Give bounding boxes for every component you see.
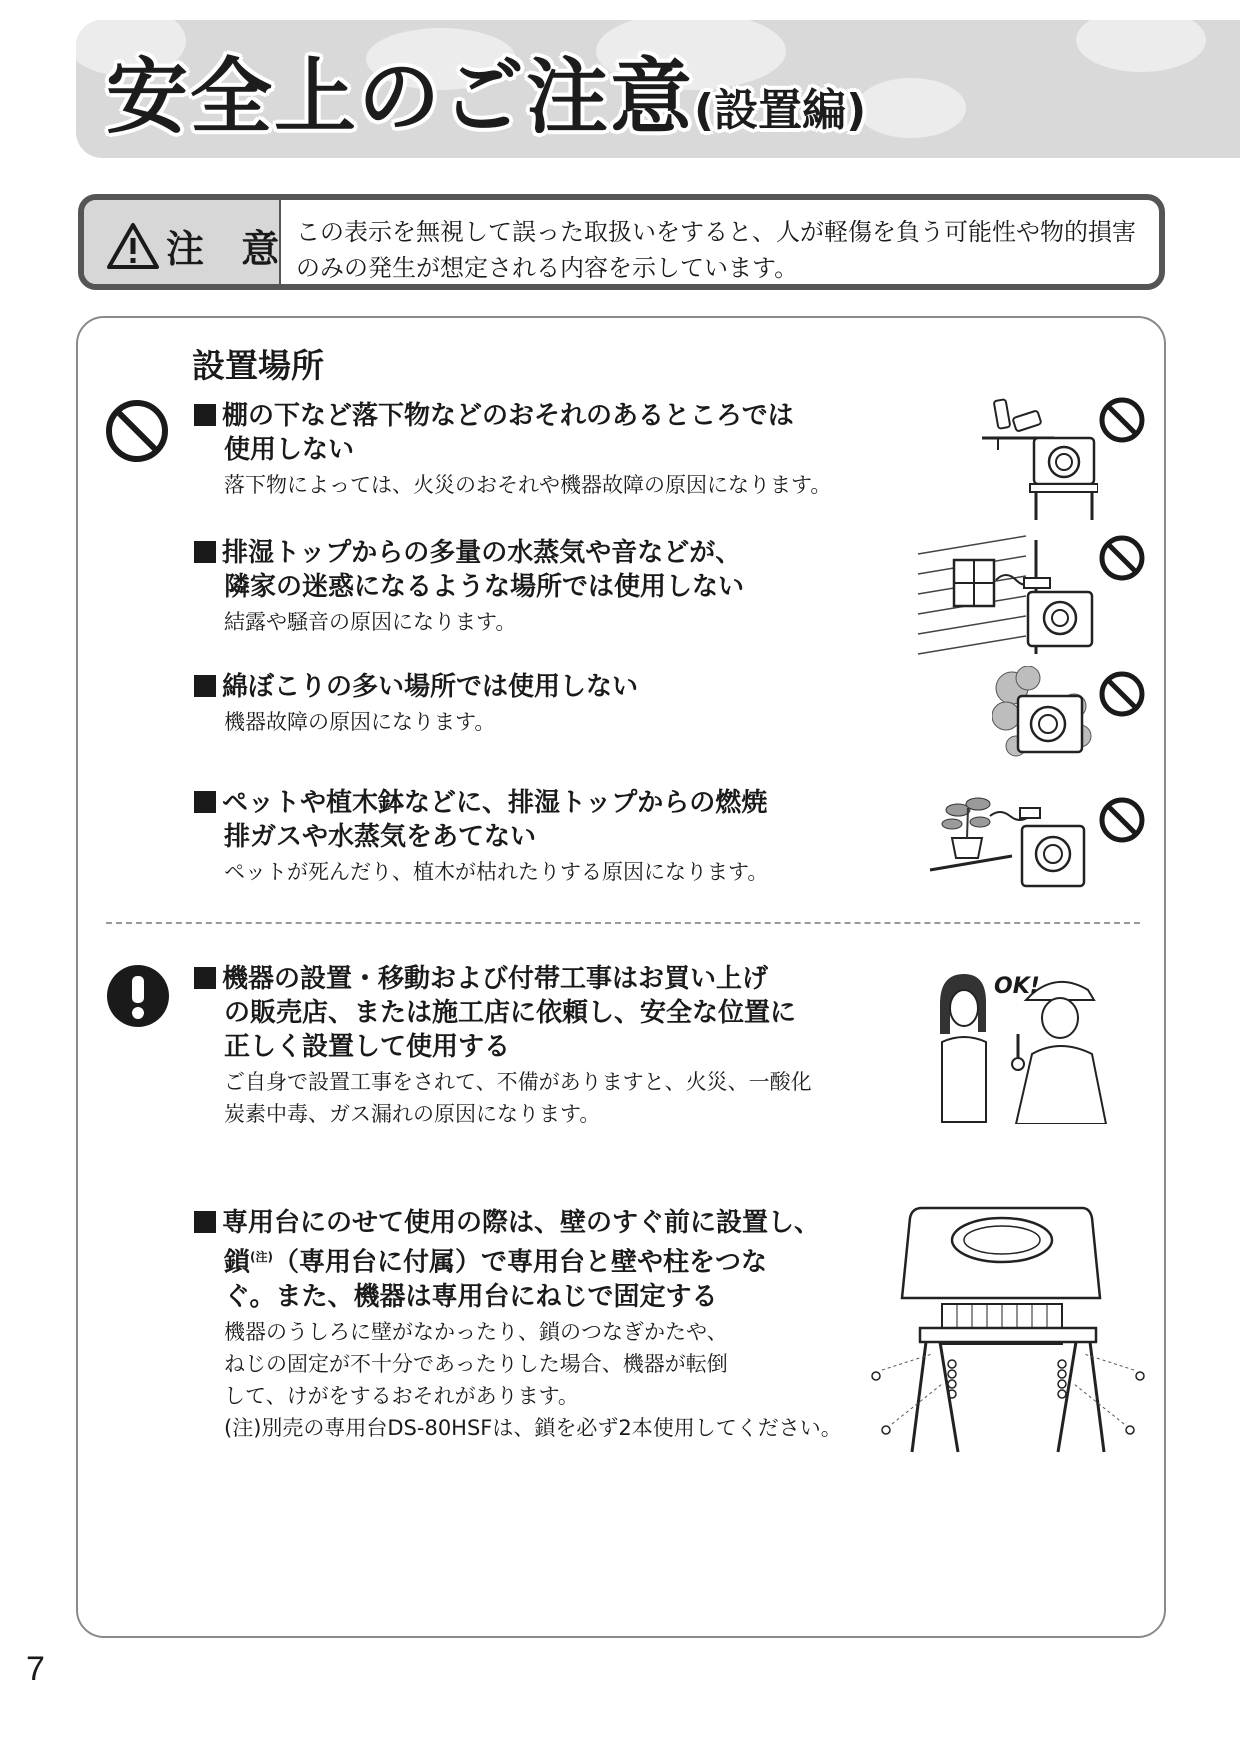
warning-item: [194, 536, 744, 638]
mandatory-exclamation-icon: [106, 964, 170, 1028]
warning-item: [194, 786, 768, 888]
warning-item: [194, 1206, 842, 1444]
item-title: 機器の設置・移動および付帯工事はお買い上げ: [194, 962, 812, 996]
item-body: ねじの固定が不十分であったりした場合、機器が転倒: [224, 1351, 728, 1376]
plant-exhaust-illustration: [928, 790, 1088, 894]
note-marker: (注): [250, 1250, 273, 1264]
neighbor-window-illustration: [916, 534, 1096, 664]
page-number: 7: [26, 1650, 45, 1688]
caution-label-cell: [84, 200, 292, 284]
item-title: ペットや植木鉢などに、排湿トップからの燃焼: [194, 786, 768, 820]
page-title: [106, 48, 866, 161]
caution-description: [296, 214, 1151, 286]
bullet-square-icon: [194, 675, 216, 697]
cloud-decoration: [856, 78, 966, 138]
item-title: 棚の下など落下物などのおそれのあるところでは: [194, 399, 831, 433]
item-body: して、けがをするおそれがあります。: [224, 1383, 579, 1408]
stand-mounting-illustration: [862, 1204, 1154, 1456]
item-body: ご自身で設置工事をされて、不備がありますと、火災、一酸化: [224, 1070, 812, 1094]
dusty-dryer-illustration: [992, 666, 1092, 764]
item-body: (注)別売の専用台DS-80HSFは、鎖を必ず2本使用してください。: [224, 1415, 842, 1440]
item-title: 隣家の迷惑になるような場所では使用しない: [224, 572, 745, 602]
item-title: の販売店、または施工店に依頼し、安全な位置に: [224, 998, 797, 1028]
item-title: 排ガスや水蒸気をあてない: [224, 822, 537, 852]
section-divider: [106, 922, 1140, 924]
item-title: 排湿トップからの多量の水蒸気や音などが、: [194, 536, 744, 570]
cloud-decoration: [1076, 20, 1206, 72]
ok-speech-text: OK!: [994, 974, 1040, 999]
section-title: 設置場所: [192, 346, 324, 385]
caution-description-line: のみの発生が想定される内容を示しています。: [296, 254, 799, 282]
item-title: 使用しない: [224, 435, 355, 465]
caution-description-line: この表示を無視して誤った取扱いをすると、人が軽傷を負う可能性や物的損害: [296, 218, 1136, 246]
caution-label: 注 意: [166, 227, 292, 271]
warning-item: [194, 962, 812, 1130]
page-subtitle: (設置編): [694, 85, 867, 136]
prohibition-icon: [1098, 670, 1146, 718]
prohibition-icon: [1098, 534, 1146, 582]
bullet-square-icon: [194, 791, 216, 813]
bullet-square-icon: [194, 541, 216, 563]
item-title: 鎖$^{(注)}$（専用台に付属）で専用台と壁や柱をつな: [224, 1247, 768, 1278]
item-title: 正しく設置して使用する: [224, 1032, 511, 1062]
shelf-falling-objects-illustration: [978, 392, 1098, 524]
installer-illustration: [926, 964, 1126, 1124]
bullet-square-icon: [194, 1211, 216, 1233]
item-body: 機器故障の原因になります。: [224, 710, 496, 734]
caution-triangle-icon: [106, 222, 160, 270]
prohibition-icon: [1098, 796, 1146, 844]
item-body: 炭素中毒、ガス漏れの原因になります。: [224, 1102, 601, 1126]
item-body: 結露や騒音の原因になります。: [224, 610, 517, 634]
item-title: 専用台にのせて使用の際は、壁のすぐ前に設置し、: [194, 1206, 842, 1240]
bullet-square-icon: [194, 404, 216, 426]
item-body: 落下物によっては、火災のおそれや機器故障の原因になります。: [224, 473, 832, 497]
item-title: ぐ。また、機器は専用台にねじで固定する: [224, 1281, 718, 1312]
bullet-square-icon: [194, 967, 216, 989]
item-body: 機器のうしろに壁がなかったり、鎖のつなぎかたや、: [224, 1319, 728, 1344]
prohibition-icon: [1098, 396, 1146, 444]
item-title: 綿ぼこりの多い場所では使用しない: [194, 670, 638, 704]
page-title-main: 安全上のご注意: [106, 50, 695, 145]
warning-item: [194, 670, 638, 738]
prohibition-icon: [104, 398, 170, 464]
caution-box: [78, 194, 1165, 290]
warning-item: [194, 399, 831, 501]
item-body: ペットが死んだり、植木が枯れたりする原因になります。: [224, 860, 769, 884]
